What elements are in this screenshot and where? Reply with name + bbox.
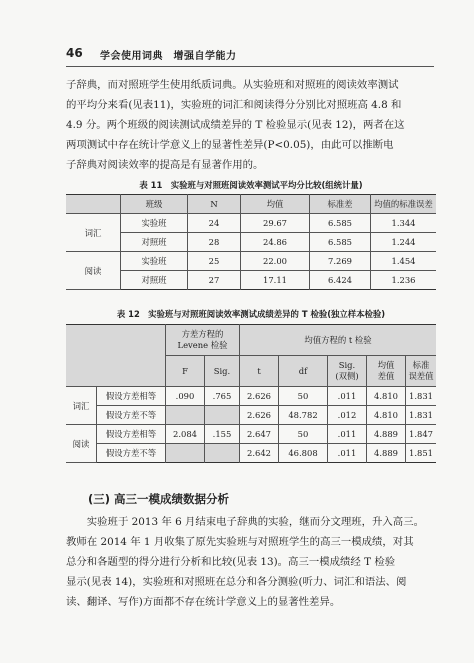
table-cell: .155 bbox=[205, 425, 240, 444]
column-header bbox=[328, 356, 367, 387]
table-cell: 28 bbox=[188, 233, 241, 252]
row-group-label: 词汇 bbox=[66, 387, 97, 425]
header-line: (双侧) bbox=[335, 371, 359, 381]
header-line: 标准 bbox=[412, 360, 430, 370]
table-cell: 1.847 bbox=[406, 425, 437, 444]
table-row bbox=[66, 271, 436, 290]
table-cell: 2.084 bbox=[166, 425, 205, 444]
table-cell: 24 bbox=[188, 214, 241, 233]
levene-header: 方差方程的 Levene 检验 bbox=[166, 325, 240, 356]
table-row bbox=[66, 406, 436, 425]
table-cell: 4.889 bbox=[367, 425, 406, 444]
table-cell: 1.831 bbox=[406, 387, 437, 406]
table-12 bbox=[66, 324, 436, 463]
paragraph-1 bbox=[66, 75, 436, 175]
table-cell: 1.244 bbox=[371, 233, 437, 252]
text-line: 显示(见表 14)，实验班和对照班在总分和各分测验(听力、词汇和语法、阅 bbox=[66, 576, 407, 588]
table-cell bbox=[205, 406, 240, 425]
table-11-caption: 表 11 实验班与对照班阅读效率测试平均分比较(组统计量) bbox=[139, 180, 363, 190]
text-line: 总分和各题型的得分进行分析和比较(见表 13)。高三一模成绩经 T 检验 bbox=[66, 556, 396, 568]
table-cell: 1.236 bbox=[371, 271, 437, 290]
ttest-header: 均值方程的 t 检验 bbox=[240, 325, 437, 356]
column-header: N bbox=[188, 195, 241, 214]
table-cell: 1.831 bbox=[406, 406, 437, 425]
table-row bbox=[66, 387, 436, 406]
row-group-label: 词汇 bbox=[66, 214, 121, 252]
table-cell: 6.585 bbox=[310, 233, 371, 252]
table-cell: 对照班 bbox=[121, 271, 188, 290]
running-title: 学会使用词典 增强自学能力 bbox=[100, 51, 237, 62]
table-11 bbox=[66, 194, 436, 290]
table-cell: 24.86 bbox=[241, 233, 310, 252]
table-cell: 假设方差相等 bbox=[97, 425, 166, 444]
table-cell: .012 bbox=[328, 406, 367, 425]
paragraph-2 bbox=[66, 512, 436, 612]
table-cell bbox=[166, 406, 205, 425]
text-line: 两项测试中存在统计学意义上的显著性差异(P<0.05)，由此可以推断电 bbox=[66, 139, 394, 151]
table-cell: 2.647 bbox=[240, 425, 279, 444]
table-cell: 1.454 bbox=[371, 252, 437, 271]
table-cell: .011 bbox=[328, 425, 367, 444]
page-header bbox=[66, 46, 434, 67]
table-cell: 1.851 bbox=[406, 444, 437, 463]
table-cell: 2.626 bbox=[240, 387, 279, 406]
text-line: 教师在 2014 年 1 月收集了原先实验班与对照班学生的高三一模成绩，对其 bbox=[66, 536, 414, 548]
header-line: Sig. bbox=[338, 360, 356, 370]
table-cell: 假设方差不等 bbox=[97, 444, 166, 463]
table-cell: 22.00 bbox=[241, 252, 310, 271]
table-row bbox=[66, 233, 436, 252]
column-header: df bbox=[279, 356, 328, 387]
text-line: 子辞典，而对照班学生使用纸质词典。从实验班和对照班的阅读效率测试 bbox=[66, 79, 399, 91]
column-header: 标准差 bbox=[310, 195, 371, 214]
header-line: 差值 bbox=[377, 371, 395, 381]
text-line: 实验班于 2013 年 6 月结束电子辞典的实验，继而分文理班，升入高三。 bbox=[66, 516, 424, 528]
table-row bbox=[66, 214, 436, 233]
table-cell bbox=[205, 444, 240, 463]
table-cell: 4.810 bbox=[367, 387, 406, 406]
table-cell: 7.269 bbox=[310, 252, 371, 271]
table-cell: 6.585 bbox=[310, 214, 371, 233]
row-group-label: 阅读 bbox=[66, 252, 121, 290]
table-cell: .090 bbox=[166, 387, 205, 406]
column-header: 班级 bbox=[121, 195, 188, 214]
table-cell: .011 bbox=[328, 444, 367, 463]
table-header-row bbox=[66, 195, 436, 214]
table-cell: 50 bbox=[279, 387, 328, 406]
table-cell: 46.808 bbox=[279, 444, 328, 463]
text-line: 的平均分来看(见表11)，实验班的词汇和阅读得分分别比对照班高 4.8 和 bbox=[66, 99, 402, 111]
table-cell: 2.626 bbox=[240, 406, 279, 425]
table-12-caption: 表 12 实验班与对照班阅读效率测试成绩差异的 T 检验(独立样本检验) bbox=[116, 309, 386, 319]
table-cell: 假设方差相等 bbox=[97, 387, 166, 406]
text-line: 子辞典对阅读效率的提高是有显著作用的。 bbox=[66, 159, 264, 171]
table-row bbox=[66, 425, 436, 444]
table-cell: 6.424 bbox=[310, 271, 371, 290]
table-cell: 48.782 bbox=[279, 406, 328, 425]
column-header bbox=[406, 356, 437, 387]
table-cell: 29.67 bbox=[241, 214, 310, 233]
table-cell: 4.810 bbox=[367, 406, 406, 425]
table-cell: 假设方差不等 bbox=[97, 406, 166, 425]
table-cell: .765 bbox=[205, 387, 240, 406]
table-cell: 27 bbox=[188, 271, 241, 290]
table-cell: 对照班 bbox=[121, 233, 188, 252]
table-cell: .011 bbox=[328, 387, 367, 406]
header-line: 误差值 bbox=[408, 371, 434, 381]
text-line: 读、翻译、写作)方面都不存在统计学意义上的显著性差异。 bbox=[66, 596, 341, 608]
table-cell: 25 bbox=[188, 252, 241, 271]
table-cell: 实验班 bbox=[121, 252, 188, 271]
column-header: F bbox=[166, 356, 205, 387]
column-header: 均值的标准误差 bbox=[371, 195, 437, 214]
table-cell bbox=[166, 444, 205, 463]
table-cell: 4.889 bbox=[367, 444, 406, 463]
table-cell: 50 bbox=[279, 425, 328, 444]
table-cell: 1.344 bbox=[371, 214, 437, 233]
table-row bbox=[66, 444, 436, 463]
column-header: Sig. bbox=[205, 356, 240, 387]
column-header bbox=[367, 356, 406, 387]
column-header: 均值 bbox=[241, 195, 310, 214]
header-line: 均值 bbox=[377, 360, 395, 370]
page-number: 46 bbox=[66, 46, 83, 60]
table-cell: 实验班 bbox=[121, 214, 188, 233]
table-header-row bbox=[66, 325, 436, 356]
text-line: 4.9 分。两个班级的阅读测试成绩差异的 T 检验显示(见表 12)，两者在这 bbox=[66, 119, 405, 131]
table-row bbox=[66, 252, 436, 271]
row-group-label: 阅读 bbox=[66, 425, 97, 463]
column-header: t bbox=[240, 356, 279, 387]
table-cell: 17.11 bbox=[241, 271, 310, 290]
table-cell: 2.642 bbox=[240, 444, 279, 463]
section-heading: (三) 高三一模成绩数据分析 bbox=[88, 492, 230, 506]
